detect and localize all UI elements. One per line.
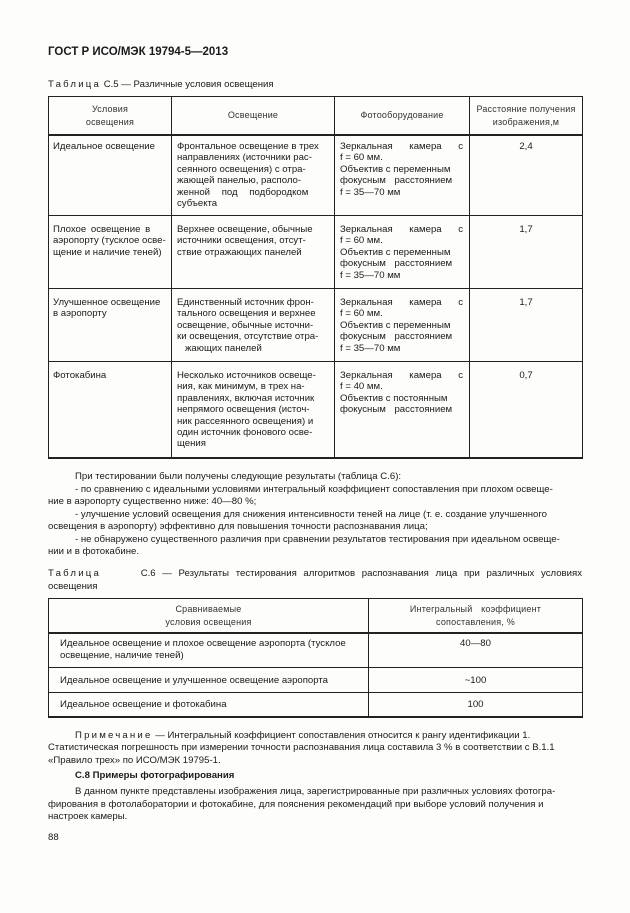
table6-row3-value: 100 [467, 699, 484, 710]
table5-row2-conditions: Плохое освещение в аэропорту (тусклое осве- щение и наличие теней) [53, 224, 166, 258]
table5-row4-equipment: Зеркальная камера с f = 40 мм. Объектив с постоянным фокусным расстоянием [340, 370, 464, 416]
table6-row2-conditions: Идеальное освещение и улучшенное освещение аэропорта [60, 675, 329, 686]
document-page: ГОСТ Р ИСО/МЭК 19794-5—2013 Таблица С.5 — Различные условия освещения Условия освещения Освещение Фотооборудование Расстояние получения изображения,м Идеальное освещение Фронтальное освещение в трех направлениях (источники рас- сеянного освещения) с отра- жающей панелью, располо- женной под подбородком субъекта Зеркальная камера с f = 60 мм. Объектив с переменным фокусным расстоянием f = 35—70 мм 2,4 Плохое освещение в аэропорту (тусклое осве- щение и наличие теней) Верхнее освещение, обычные источники освещения, отсут- ствие отражающих панелей Зеркальная камера с f = 60 мм. Объектив с переменным фокусным расстоянием f = 35—70 мм 1,7 Улучшенное освещение в аэропорту Единственный источник фрон- тального освещения и верхнее освещение, обычные источни- ки освещения, отсутствие отра- жающих панелей Зеркальная камера с f = 60 мм. Объектив с переменным фокусным расстоянием f = 35—70 мм 1,7 Фотокабина Несколько источников освеще- ния, как минимум, в трех на- правлениях, включая источник непрямого освещения (источ- ник рассеянного освещения) и один источник фонового осве- щения Зеркальная камера с f = 40 мм. Объектив с постоянным фокусным расстоянием 0,7 При тестировании были получены следующие результаты (таблица С.6): - по сравнению с идеальными условиями интегральный коэффициент сопоставления при плохом освеще- ние в аэропорту существенно ниже: 40—80 %; - улучшение условий освещения для снижения интенсивности теней на лице (т. е. создание улучшенного освещения в аэропорту) эффективно для повышения точности распознавания лица; - не обнаружено существенного различия при сравнении результатов тестирования при идеальном освеще- нии и в фотокабине. Таблица С.6 — Результаты тестирования алгоритмов распознавания лица при различных условиях освещения Сравниваемые условия освещения Интегральный коэффициент сопоставления, % Идеальное освещение и плохое освещение аэропорта (тусклое освещение, наличие теней) 40—80 Идеальное освещение и улучшенное освещение аэропорта ~100 Идеальное освещение и фотокабина 100 Примечание — Интегральный коэффициент сопоставления относится к рангу идентификации 1. Статистическая погрешность при измерении точности распознавания лица составила 3 % в соответствии с В.1.1 «Правило трех» по ИСО/МЭК 19795-1. С.8 Примеры фотографирования В данном пункте представлены изображения лица, зарегистрированные при различных условиях фотогра- фирования в фотолаборатории и фотокабине, для пояснения рекомендаций при выборе условий получения и настроек камеры. 88 [0, 0, 630, 913]
table5-row4-conditions: Фотокабина [53, 370, 107, 381]
table5-header-conditions: Условия освещения [85, 104, 135, 127]
table5-row1-conditions: Идеальное освещение [53, 141, 155, 152]
table5-row3-distance: 1,7 [519, 297, 533, 308]
note-line1: — Интегральный коэффициент сопоставления относится к рангу идентификации 1. [155, 730, 531, 741]
table5-header-distance: Расстояние получения изображения,м [476, 104, 576, 127]
table6-row3-conditions: Идеальное освещение и фотокабина [60, 699, 227, 710]
table5-row3-equipment: Зеркальная камера с f = 60 мм. Объектив с переменным фокусным расстоянием f = 35—70 мм [340, 297, 464, 354]
table6-row1-conditions: Идеальное освещение и плохое освещение аэропорта (тусклое освещение, наличие теней) [60, 638, 346, 661]
table6-caption: Таблица С.6 — Результаты тестирования алгоритмов распознавания лица при различных условиях освещения [48, 568, 582, 592]
table5-header-lighting: Освещение [227, 110, 279, 120]
note-line2: Статистическая погрешность при измерении точности распознавания лица составила 3 % в соответствии с В.1.1 [48, 742, 555, 753]
note-line3: «Правило трех» по ИСО/МЭК 19795-1. [48, 755, 221, 766]
table5-row3-lighting: Единственный источник фрон- тального освещения и верхнее освещение, обычные источни- ки освещения, отсутствие отра- жающих панелей [177, 297, 319, 354]
table5-row4-distance: 0,7 [519, 370, 533, 381]
table5-caption-text: С.5 — Различные условия освещения [103, 79, 274, 90]
table5-row2-distance: 1,7 [519, 224, 533, 235]
section-title: С.8 Примеры фотографирования [75, 770, 235, 781]
table5-header-equipment: Фотооборудование [360, 110, 444, 120]
table5-row1-distance: 2,4 [519, 141, 533, 152]
table6-header-conditions: Сравниваемые условия освещения [165, 604, 252, 627]
table5-row3-conditions: Улучшенное освещение в аэропорту [53, 297, 161, 320]
table6-row1-value: 40—80 [460, 638, 491, 649]
table6-header-coefficient: Интегральный коэффициент сопоставления, % [409, 604, 542, 627]
table5-row2-equipment: Зеркальная камера с f = 60 мм. Объектив с переменным фокусным расстоянием f = 35—70 мм [340, 224, 464, 281]
table6-row2-value: ~100 [464, 675, 487, 686]
table5-caption-word: Таблица [48, 79, 102, 90]
note-label: Примечание [75, 730, 153, 741]
table5-row1-equipment: Зеркальная камера с f = 60 мм. Объектив с переменным фокусным расстоянием f = 35—70 мм [340, 141, 464, 198]
table5-row1-lighting: Фронтальное освещение в трех направлениях (источники рас- сеянного освещения) с отра- жающей панелью, располо- женной под подбородком субъекта [177, 141, 319, 210]
document-header: ГОСТ Р ИСО/МЭК 19794-5—2013 [48, 46, 229, 58]
page-number: 88 [48, 832, 59, 843]
table5-row2-lighting: Верхнее освещение, обычные источники освещения, отсут- ствие отражающих панелей [177, 224, 313, 258]
table5-row4-lighting: Несколько источников освеще- ния, как минимум, в трех на- правлениях, включая источник непрямого освещения (источ- ник рассеянного освещения) и один источник фонового осве- щения [177, 370, 316, 450]
table5-caption [48, 79, 274, 90]
